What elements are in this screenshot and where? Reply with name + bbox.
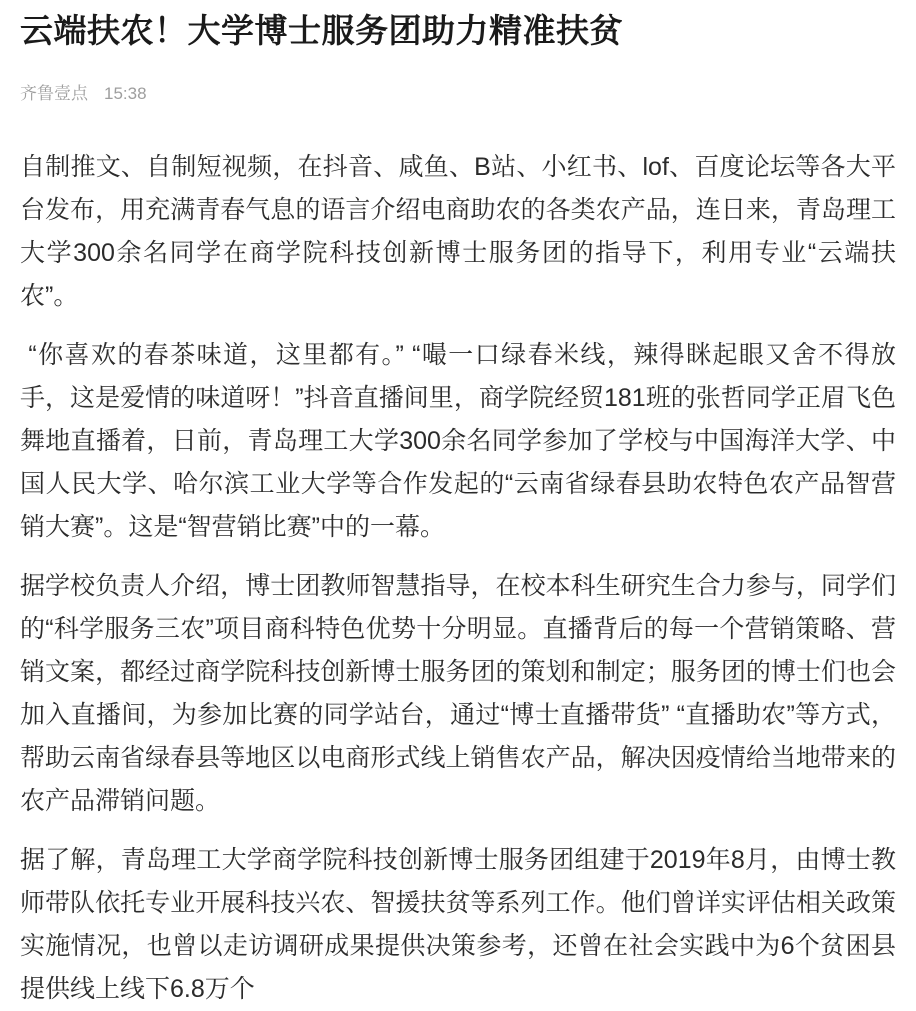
- publish-time: 15:38: [104, 83, 147, 103]
- byline: [20, 79, 896, 104]
- source-name: 齐鲁壹点: [20, 83, 88, 103]
- article-title: 云端扶农！大学博士服务团助力精准扶贫: [20, 12, 623, 49]
- article-body: [20, 146, 896, 1011]
- article-paragraph: 据了解，青岛理工大学商学院科技创新博士服务团组建于2019年8月，由博士教师带队依托专业开展科技兴农、智援扶贫等系列工作。他们曾详实评估相关政策实施情况，也曾以走访调研成果提供决策参考，还曾在社会实践中为6个贫困县提供线上线下6.8万个: [20, 845, 896, 1003]
- article-paragraph: “你喜欢的春茶味道，这里都有。” “嘬一口绿春米线，辣得眯起眼又舍不得放手，这是爱情的味道呀！”抖音直播间里，商学院经贸181班的张哲同学正眉飞色舞地直播着，日前，青岛理工大学300余名同学参加了学校与中国海洋大学、中国人民大学、哈尔滨工业大学等合作发起的“云南省绿春县助农特色农产品智营销大赛”。这是“智营销比赛”中的一幕。: [20, 340, 896, 541]
- article-paragraph: 自制推文、自制短视频，在抖音、咸鱼、B站、小红书、lof、百度论坛等各大平台发布，用充满青春气息的语言介绍电商助农的各类农产品，连日来，青岛理工大学300余名同学在商学院科技创新博士服务团的指导下，利用专业“云端扶农”。: [20, 152, 896, 310]
- article-paragraph: 据学校负责人介绍，博士团教师智慧指导，在校本科生研究生合力参与，同学们的“科学服务三农”项目商科特色优势十分明显。直播背后的每一个营销策略、营销文案，都经过商学院科技创新博士服务团的策划和制定；服务团的博士们也会加入直播间，为参加比赛的同学站台，通过“博士直播带货” “直播助农”等方式，帮助云南省绿春县等地区以电商形式线上销售农产品，解决因疫情给当地带来的农产品滞销问题。: [20, 571, 896, 815]
